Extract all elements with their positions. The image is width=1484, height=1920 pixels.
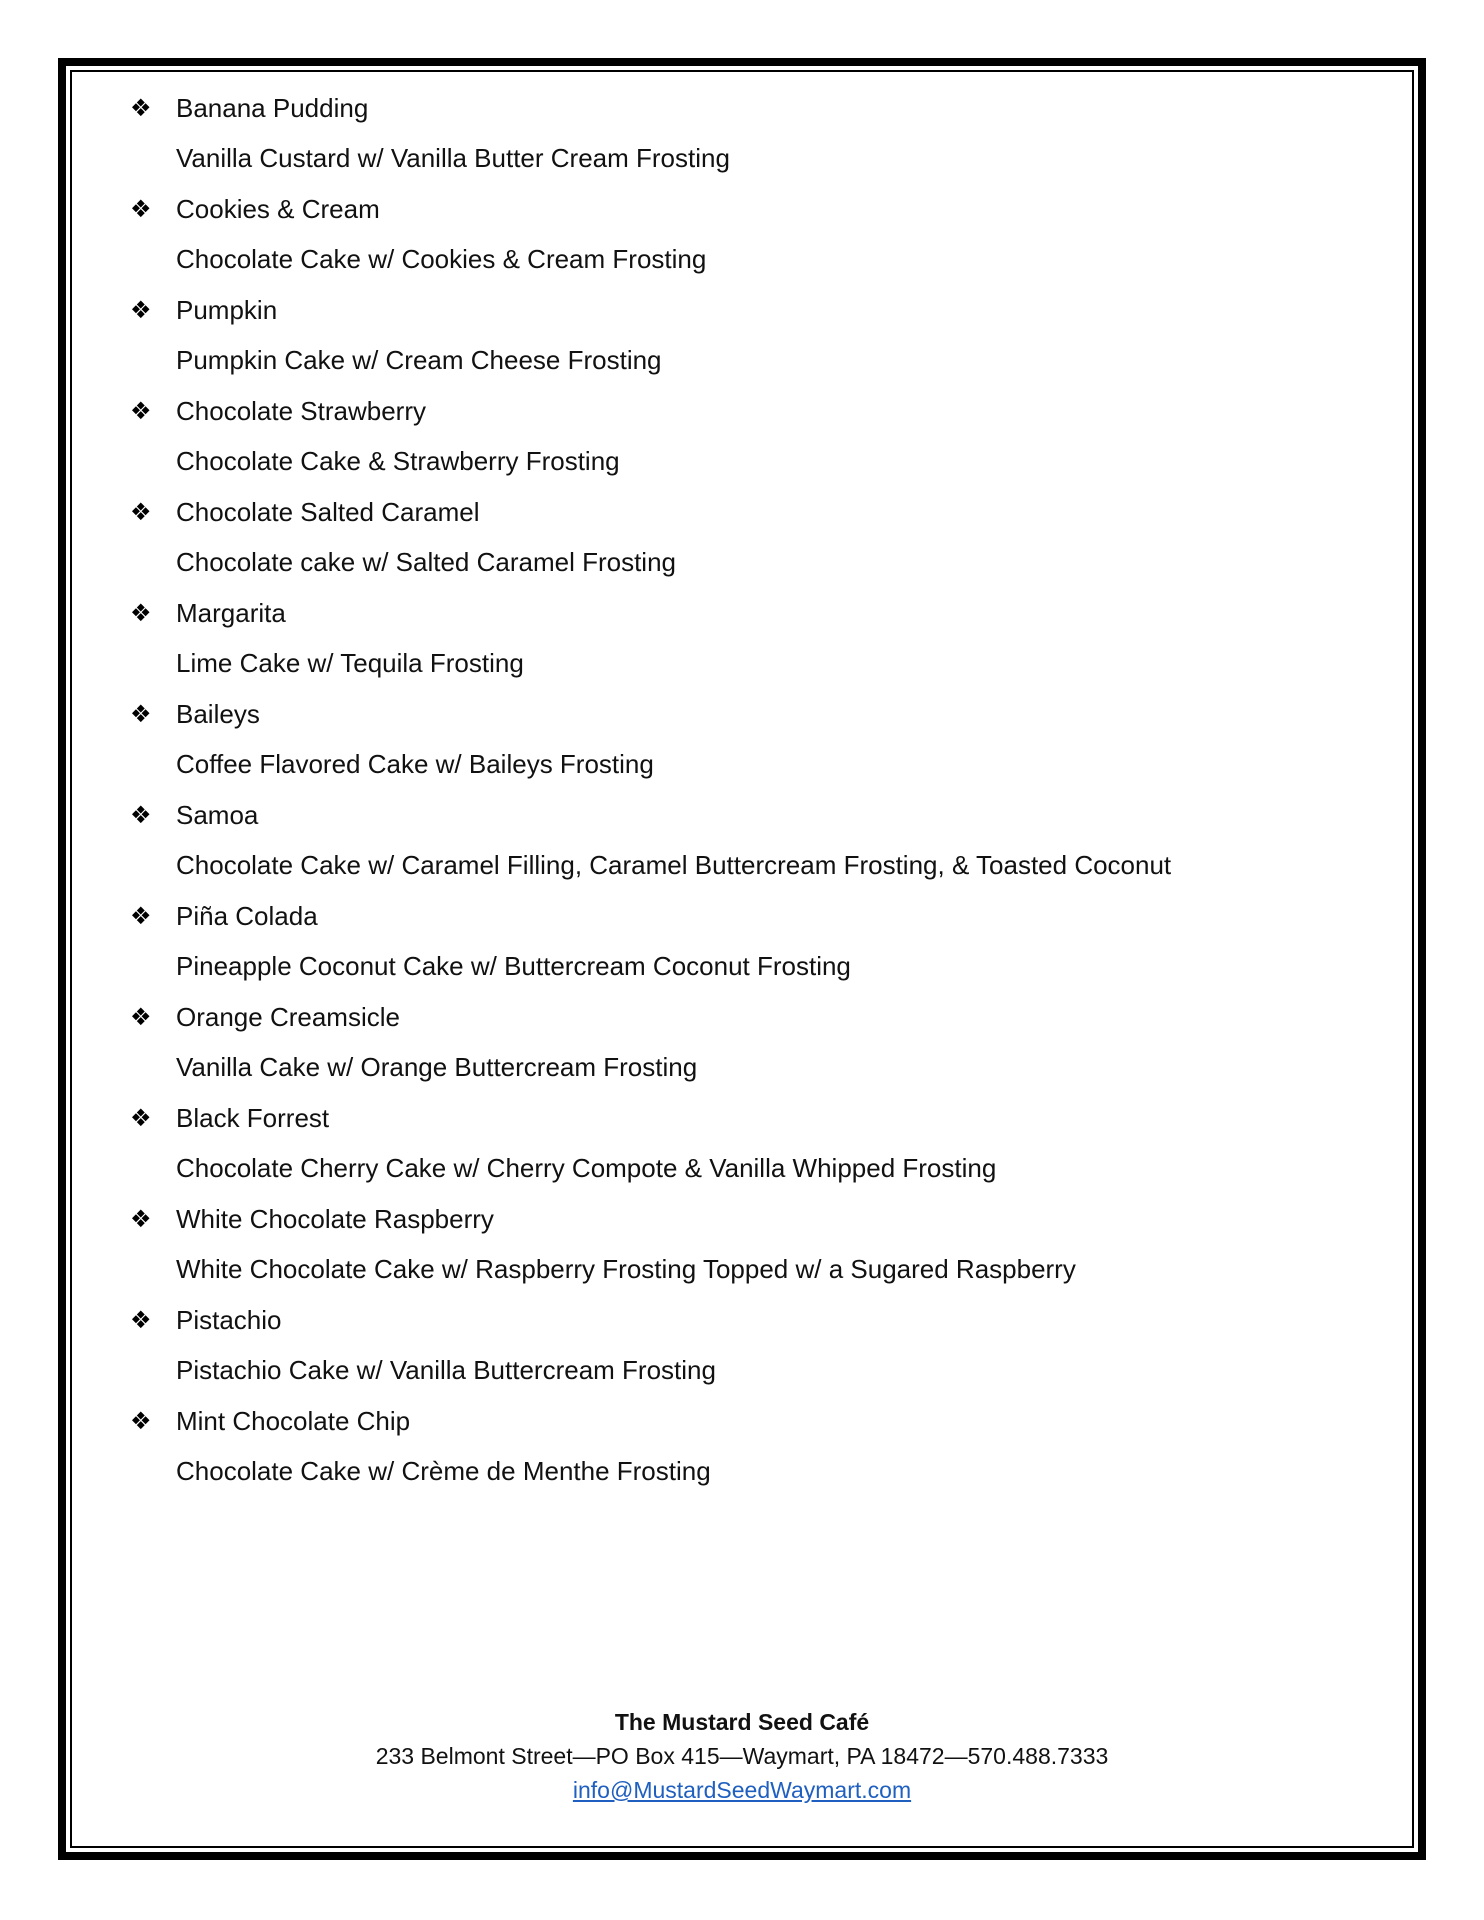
flavor-name-row: [130, 82, 1280, 133]
flavor-name-row: [130, 789, 1280, 840]
business-address: 233 Belmont Street—PO Box 415—Waymart, PA 18472—570.488.7333: [375, 1743, 1109, 1769]
flavor-description: Pumpkin Cake w/ Cream Cheese Frosting: [176, 345, 662, 375]
diamond-dots-icon: ❖: [130, 1103, 152, 1132]
diamond-dots-icon: ❖: [130, 800, 152, 829]
flavor-name: Piña Colada: [176, 900, 318, 931]
flavor-description: Vanilla Cake w/ Orange Buttercream Frosting: [176, 1052, 698, 1082]
flavor-name: Margarita: [176, 597, 286, 628]
flavor-name: Mint Chocolate Chip: [176, 1405, 411, 1436]
flavor-name-row: [130, 890, 1280, 941]
list-item: [130, 1193, 1280, 1294]
flavor-name-row: [130, 688, 1280, 739]
diamond-dots-icon: ❖: [130, 1305, 152, 1334]
flavor-description: Chocolate Cherry Cake w/ Cherry Compote & Vanilla Whipped Frosting: [176, 1153, 997, 1183]
diamond-dots-icon: ❖: [130, 1406, 152, 1435]
flavor-name-row: [130, 486, 1280, 537]
email-link[interactable]: info@MustardSeedWaymart.com: [572, 1777, 912, 1803]
flavor-name-row: [130, 284, 1280, 335]
list-item: [130, 587, 1280, 688]
cupcake-flavor-list: [130, 82, 1280, 1496]
list-item: [130, 486, 1280, 587]
flavor-description: Chocolate Cake w/ Crème de Menthe Frosting: [176, 1456, 711, 1486]
flavor-name: White Chocolate Raspberry: [176, 1203, 494, 1234]
diamond-dots-icon: ❖: [130, 396, 152, 425]
list-item: [130, 284, 1280, 385]
flavor-description: Lime Cake w/ Tequila Frosting: [176, 648, 524, 678]
flavor-name-row: [130, 1193, 1280, 1244]
list-item: [130, 688, 1280, 789]
flavor-name-row: [130, 1092, 1280, 1143]
flavor-description: Chocolate cake w/ Salted Caramel Frosting: [176, 547, 677, 577]
diamond-dots-icon: ❖: [130, 497, 152, 526]
flavor-name: Chocolate Salted Caramel: [176, 496, 480, 527]
flavor-name-row: [130, 183, 1280, 234]
diamond-dots-icon: ❖: [130, 598, 152, 627]
flavor-name: Baileys: [176, 698, 260, 729]
flavor-name-row: [130, 385, 1280, 436]
list-item: [130, 789, 1280, 890]
list-item: [130, 82, 1280, 183]
list-item: [130, 385, 1280, 486]
flavor-description: Chocolate Cake w/ Caramel Filling, Caramel Buttercream Frosting, & Toasted Coconut: [176, 850, 1172, 880]
flavor-description: White Chocolate Cake w/ Raspberry Frosting Topped w/ a Sugared Raspberry: [176, 1254, 1076, 1284]
list-item: [130, 1395, 1280, 1496]
flavor-name-row: [130, 991, 1280, 1042]
flavor-name-row: [130, 587, 1280, 638]
flavor-name: Banana Pudding: [176, 92, 369, 123]
flavor-name: Pumpkin: [176, 294, 278, 325]
flavor-name-row: [130, 1395, 1280, 1446]
flavor-name-row: [130, 1294, 1280, 1345]
diamond-dots-icon: ❖: [130, 194, 152, 223]
flavor-description: Coffee Flavored Cake w/ Baileys Frosting: [176, 749, 654, 779]
flavor-description: Chocolate Cake w/ Cookies & Cream Frosting: [176, 244, 707, 274]
flavor-name: Cookies & Cream: [176, 193, 380, 224]
list-item: [130, 991, 1280, 1092]
footer: [70, 1705, 1414, 1807]
flavor-description: Pistachio Cake w/ Vanilla Buttercream Frosting: [176, 1355, 716, 1385]
diamond-dots-icon: ❖: [130, 1204, 152, 1233]
list-item: [130, 1092, 1280, 1193]
business-name: The Mustard Seed Café: [614, 1709, 870, 1735]
diamond-dots-icon: ❖: [130, 295, 152, 324]
diamond-dots-icon: ❖: [130, 901, 152, 930]
diamond-dots-icon: ❖: [130, 93, 152, 122]
flavor-description: Chocolate Cake & Strawberry Frosting: [176, 446, 620, 476]
list-item: [130, 1294, 1280, 1395]
flavor-description: Pineapple Coconut Cake w/ Buttercream Coconut Frosting: [176, 951, 851, 981]
diamond-dots-icon: ❖: [130, 1002, 152, 1031]
list-item: [130, 183, 1280, 284]
flavor-name: Samoa: [176, 799, 259, 830]
list-item: [130, 890, 1280, 991]
flavor-name: Chocolate Strawberry: [176, 395, 426, 426]
flavor-name: Pistachio: [176, 1304, 282, 1335]
diamond-dots-icon: ❖: [130, 699, 152, 728]
flavor-description: Vanilla Custard w/ Vanilla Butter Cream Frosting: [176, 143, 730, 173]
flavor-name: Orange Creamsicle: [176, 1001, 400, 1032]
flavor-name: Black Forrest: [176, 1102, 330, 1133]
